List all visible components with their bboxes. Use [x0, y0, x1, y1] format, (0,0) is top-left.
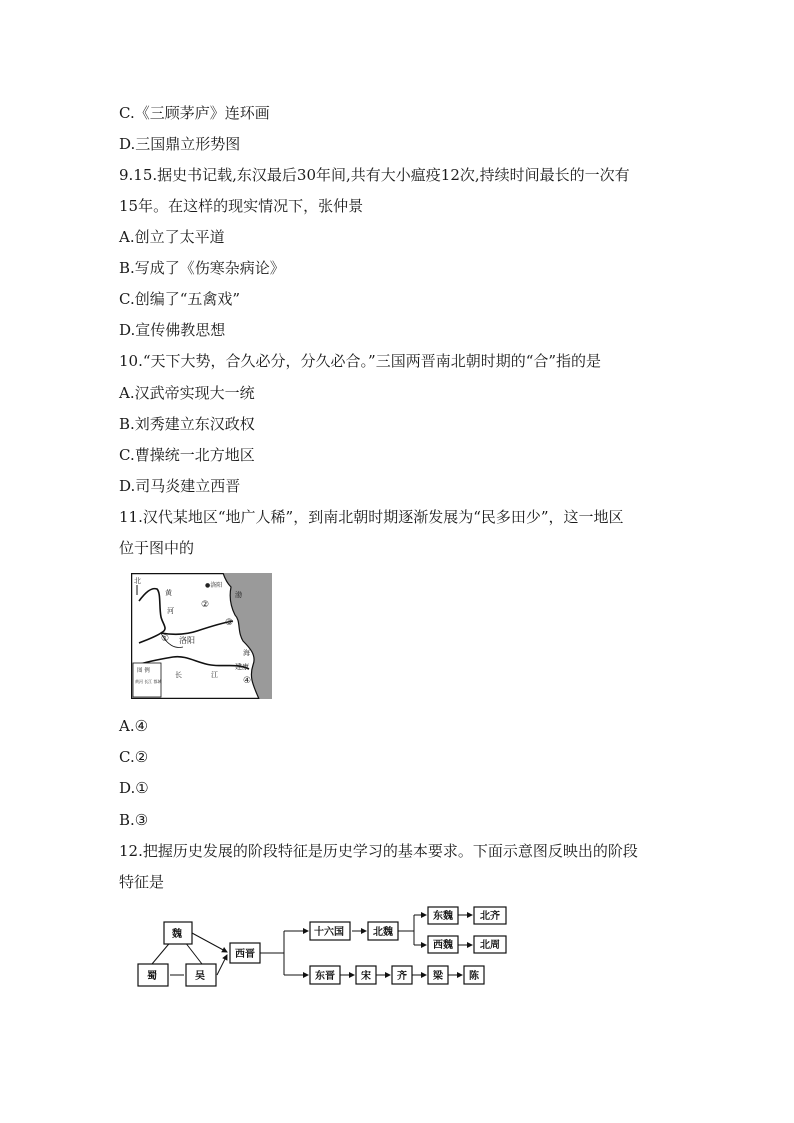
- map-sea-1: 渤: [235, 591, 242, 599]
- option-9a: A.创立了太平道: [119, 228, 225, 246]
- map-legend-title: 图 例: [137, 668, 150, 674]
- map-city-luoyang: 洛阳: [179, 636, 195, 645]
- option-10c: C.曹操统一北方地区: [119, 446, 255, 464]
- flow-xiwei: 西魏: [433, 940, 453, 951]
- map-legend-items: 黄河 长江 都城: [135, 679, 162, 684]
- option-8c: C.《三顾茅庐》连环画: [119, 104, 270, 122]
- flow-beizhou: 北周: [480, 940, 500, 951]
- north-label: 北: [134, 577, 141, 585]
- map-region-label: 黄: [165, 589, 172, 597]
- flow-beiwei: 北魏: [373, 927, 393, 938]
- map-marker-2: ②: [201, 600, 210, 610]
- question-12-stem: 12.把握历史发展的阶段特征是历史学习的基本要求。下面示意图反映出的阶段: [119, 842, 638, 860]
- flow-beiqi: 北齐: [480, 911, 500, 922]
- option-10a: A.汉武帝实现大一统: [119, 384, 255, 402]
- flow-shu: 蜀: [147, 971, 157, 982]
- option-9b: B.写成了《伤寒杂病论》: [119, 259, 285, 277]
- question-9-stem-cont: 15年。在这样的现实情况下，张仲景: [119, 197, 364, 215]
- flow-qi: 齐: [397, 971, 407, 982]
- flow-chen: 陈: [469, 971, 479, 982]
- option-9c: C.创编了“五禽戏”: [119, 290, 241, 308]
- flow-wei: 魏: [172, 929, 182, 940]
- option-10b: B.刘秀建立东汉政权: [119, 415, 255, 433]
- map-marker-1: ①: [161, 634, 170, 644]
- question-10-stem: 10.“天下大势，合久必分，分久必合。”三国两晋南北朝时期的“合”指的是: [119, 352, 602, 370]
- map-river-chang: 长: [175, 671, 182, 679]
- flow-song: 宋: [361, 971, 371, 982]
- flow-xijin: 西晋: [235, 949, 255, 960]
- question-11-stem-cont: 位于图中的: [119, 539, 195, 557]
- question-9-stem: 9.15.据史书记载,东汉最后30年间,共有大小瘟疫12次,持续时间最长的一次有: [119, 166, 630, 184]
- option-8d: D.三国鼎立形势图: [119, 135, 241, 153]
- map-marker-4: ④: [243, 676, 252, 686]
- map-marker-3: ③: [225, 618, 234, 628]
- option-11d: D.①: [119, 779, 149, 797]
- map-place-north: ●洛阳: [205, 582, 223, 589]
- option-11a: A.④: [119, 717, 149, 735]
- flow-shiliuguo: 十六国: [314, 927, 344, 938]
- flow-liang: 梁: [433, 971, 443, 982]
- option-11c: C.②: [119, 748, 149, 766]
- question-12-stem-cont: 特征是: [119, 873, 165, 891]
- flow-dongwei: 东魏: [433, 911, 453, 922]
- flow-wu: 吴: [195, 971, 205, 982]
- map-river-label: 河: [167, 607, 174, 615]
- map-sea-2: 海: [243, 649, 250, 657]
- flow-dongjin: 东晋: [315, 971, 335, 982]
- map-river-jiang: 江: [211, 671, 218, 679]
- map-city-jiankang: 建康: [235, 663, 249, 671]
- historical-map: [131, 573, 272, 699]
- question-11-stem: 11.汉代某地区“地广人稀”，到南北朝时期逐渐发展为“民多田少”，这一地区: [119, 508, 624, 526]
- dynasty-flowchart: [132, 905, 512, 993]
- option-11b: B.③: [119, 811, 149, 829]
- option-9d: D.宣传佛教思想: [119, 321, 226, 339]
- option-10d: D.司马炎建立西晋: [119, 477, 241, 495]
